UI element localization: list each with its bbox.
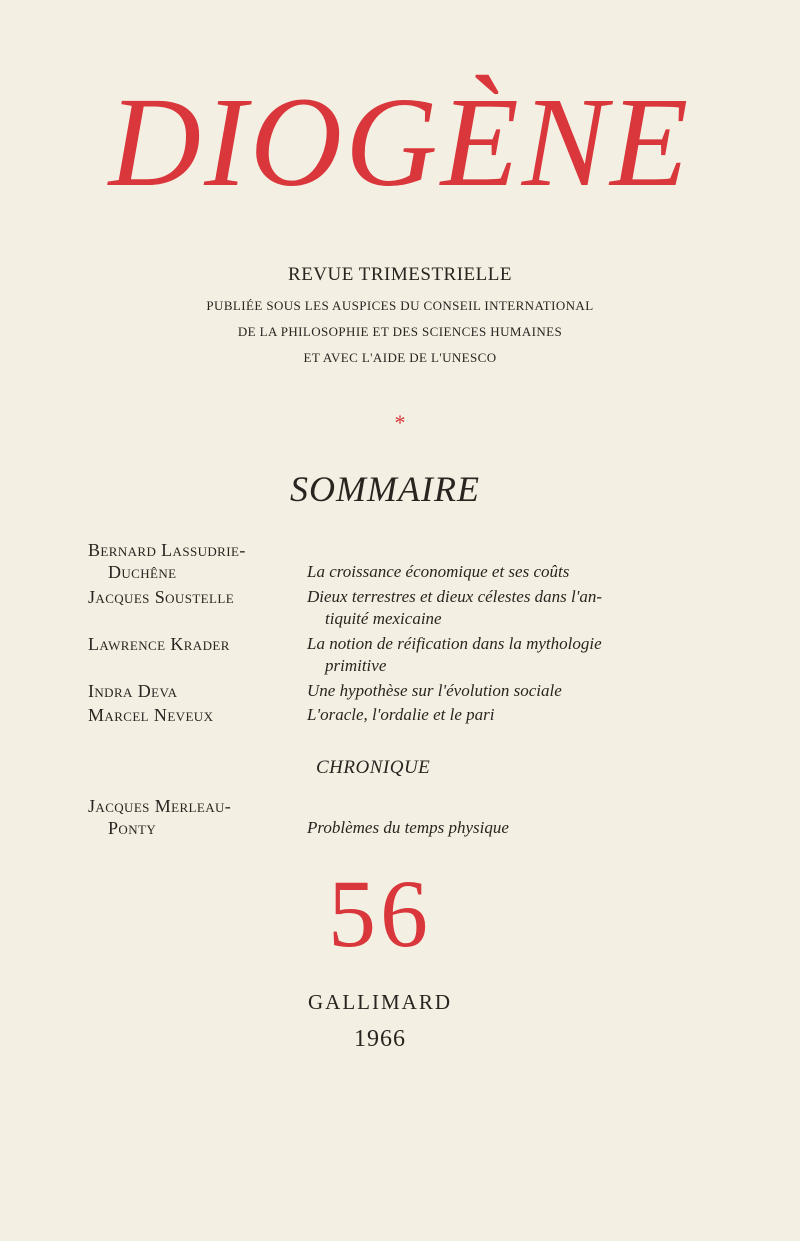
subtitle-line-3: ET AVEC L'AIDE DE L'UNESCO: [303, 350, 497, 365]
subtitle-line-1: PUBLIÉE SOUS LES AUSPICES DU CONSEIL INTERNATIONAL: [206, 298, 594, 313]
article-title-hypothese: Une hypothèse sur l'évolution sociale: [307, 681, 562, 700]
article-title-dieux-line-2: tiquité mexicaine: [325, 609, 442, 628]
star-ornament: *: [394, 410, 406, 435]
author-deva: Indra Deva: [88, 681, 178, 701]
subtitle-line-2: DE LA PHILOSOPHIE ET DES SCIENCES HUMAINES: [237, 324, 563, 339]
article-title-reification-line-2: primitive: [325, 656, 387, 675]
masthead-title: DIOGÈNE: [108, 71, 692, 213]
publication-year: 1966: [354, 1026, 406, 1052]
author-merleau-ponty-line-2: Ponty: [108, 818, 157, 838]
subtitle: REVUE TRIMESTRIELLE: [288, 264, 512, 285]
publisher-name: GALLIMARD: [308, 990, 452, 1014]
author-soustelle: Jacques Soustelle: [88, 587, 235, 607]
article-title-reification-line-1: La notion de réification dans la mythologie: [307, 634, 602, 653]
author-krader: Lawrence Krader: [88, 634, 230, 654]
article-title-oracle: L'oracle, l'ordalie et le pari: [307, 705, 495, 724]
sommaire-heading: SOMMAIRE: [290, 469, 480, 509]
author-lassudrie-line-1: Bernard Lassudrie-: [88, 540, 246, 560]
author-merleau-ponty-line-1: Jacques Merleau-: [88, 796, 232, 816]
author-neveux: Marcel Neveux: [88, 705, 214, 725]
issue-number: 56: [328, 860, 432, 967]
chronique-heading: CHRONIQUE: [316, 757, 431, 778]
author-lassudrie-line-2: Duchêne: [108, 562, 177, 582]
article-title-dieux-line-1: Dieux terrestres et dieux célestes dans l'an-: [307, 587, 603, 606]
article-title-croissance: La croissance économique et ses coûts: [307, 562, 570, 581]
article-title-temps-physique: Problèmes du temps physique: [307, 818, 509, 837]
